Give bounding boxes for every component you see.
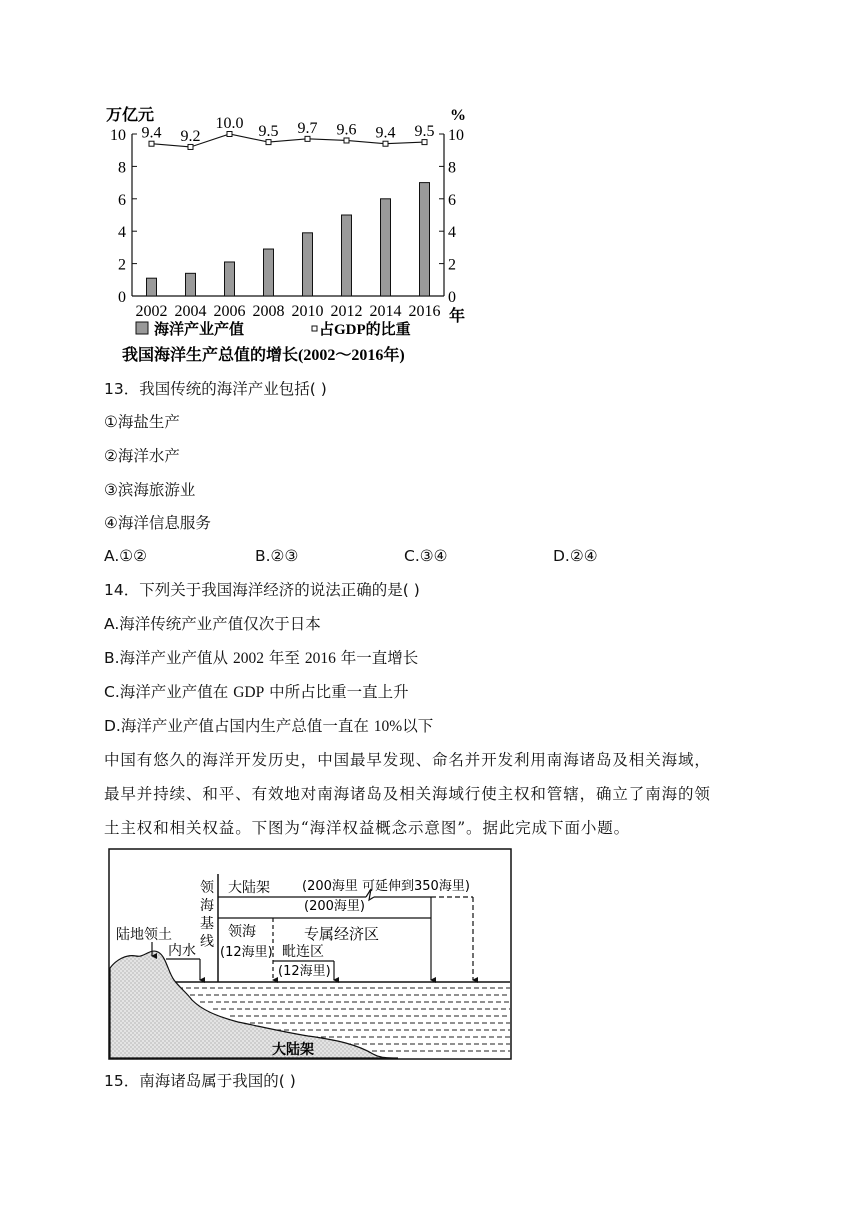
q13-option-d[interactable]: D.②④ xyxy=(553,547,598,565)
q13-item-1: ①海盐生产 xyxy=(104,413,180,431)
q14-option-c[interactable] xyxy=(104,682,409,703)
baseline-char-3: 基 xyxy=(200,916,214,932)
q14-d-pre: D.海洋产业产值占国内生产总值一直在 xyxy=(104,717,374,735)
chart-svg xyxy=(100,100,480,368)
gdp-share-point xyxy=(266,140,271,145)
x-tick-label: 2010 xyxy=(291,303,324,320)
x-tick-label: 2002 xyxy=(135,303,168,320)
q13-option-c[interactable]: C.③④ xyxy=(404,547,448,565)
q13-stem: 13．我国传统的海洋产业包括( ) xyxy=(104,380,327,398)
bar xyxy=(264,249,274,296)
land-territory-label: 陆地领土 xyxy=(116,927,172,943)
y-tick-label-left: 8 xyxy=(118,159,126,177)
q13-item-4: ④海洋信息服务 xyxy=(104,514,211,532)
bar xyxy=(186,273,196,296)
q14-b-year2: 2016 xyxy=(304,650,336,667)
y-tick-label-right: 4 xyxy=(448,224,456,242)
gdp-share-label: 9.7 xyxy=(297,119,318,137)
gdp-share-point xyxy=(305,136,310,141)
x-tick-label: 2008 xyxy=(252,303,285,320)
y-tick-label-left: 10 xyxy=(110,127,126,144)
x-tick-label: 2012 xyxy=(330,303,363,320)
y-tick-label-right: 2 xyxy=(448,256,456,274)
q14-option-b[interactable] xyxy=(104,648,418,669)
eez-label: 专属经济区 xyxy=(304,925,380,943)
bar xyxy=(420,183,430,296)
q15-stem: 15．南海诸岛属于我国的( ) xyxy=(104,1072,296,1090)
y-tick-label-right: 6 xyxy=(448,191,456,209)
inland-water-label: 内水 xyxy=(168,943,196,959)
gdp-share-label: 9.2 xyxy=(180,127,201,145)
y-tick-label-right: 10 xyxy=(448,127,464,144)
q14-c-post: 中所占比重一直上升 xyxy=(264,683,409,701)
y-tick-label-left: 2 xyxy=(118,256,126,274)
territorial-sea-extent: (12海里) xyxy=(220,945,273,960)
bar xyxy=(147,278,157,296)
y-tick-label-right: 8 xyxy=(448,159,456,177)
gdp-share-point xyxy=(227,132,232,137)
gdp-share-point xyxy=(188,144,193,149)
gdp-share-label: 10.0 xyxy=(215,115,244,132)
q13-options xyxy=(104,547,804,569)
bar xyxy=(381,199,391,296)
y-right-unit: % xyxy=(450,107,466,124)
gdp-share-point xyxy=(344,138,349,143)
gdp-share-label: 9.4 xyxy=(141,124,162,142)
q13-item-2: ②海洋水产 xyxy=(104,447,180,465)
x-tick-label: 2016 xyxy=(408,303,441,320)
legend-line-label: 占GDP的比重 xyxy=(319,322,411,338)
baseline-char-1: 领 xyxy=(200,880,214,896)
passage-line-3: 土主权和相关权益。下图为“海洋权益概念示意图”。据此完成下面小题。 xyxy=(104,819,631,837)
gdp-share-point xyxy=(149,141,154,146)
q14-c-gdp: GDP xyxy=(233,684,265,701)
y-tick-label-left: 6 xyxy=(118,191,126,209)
chart-marks xyxy=(110,115,464,320)
q14-d-pct: 10% xyxy=(373,718,403,735)
q14-b-mid: 年至 xyxy=(264,649,305,667)
eez-extent: (200海里) xyxy=(304,899,365,914)
bar xyxy=(303,233,313,296)
territorial-sea-label: 领海 xyxy=(228,924,256,940)
y-tick-label-left: 4 xyxy=(118,224,126,242)
passage-line-2: 最早并持续、和平、有效地对南海诸岛及相关海域行使主权和管辖，确立了南海的领 xyxy=(104,785,711,803)
gdp-share-label: 9.4 xyxy=(375,124,396,142)
q14-b-pre: B.海洋产业产值从 xyxy=(104,649,233,667)
baseline-char-4: 线 xyxy=(200,934,214,950)
legend-bar-swatch xyxy=(136,322,148,334)
maritime-rights-diagram xyxy=(108,848,512,1060)
chart-title: 我国海洋生产总值的增长(2002～2016年) xyxy=(122,347,405,364)
shelf-label: 大陆架 xyxy=(228,880,270,896)
q13-option-a[interactable]: A.①② xyxy=(104,547,148,565)
q14-stem: 14．下列关于我国海洋经济的说法正确的是( ) xyxy=(104,581,420,599)
legend-bar-label: 海洋产业产值 xyxy=(154,322,245,338)
shelf-extent: (200海里 可延伸到350海里) xyxy=(302,879,470,894)
gdp-share-point xyxy=(422,140,427,145)
diagram-svg xyxy=(108,848,512,1060)
q14-c-pre: C.海洋产业产值在 xyxy=(104,683,234,701)
gdp-share-label: 9.6 xyxy=(336,121,357,139)
x-tick-label: 2006 xyxy=(213,303,246,320)
q14-option-a[interactable]: A.海洋传统产业产值仅次于日本 xyxy=(104,615,321,633)
x-tick-label: 2004 xyxy=(174,303,207,320)
q13-option-b[interactable]: B.②③ xyxy=(255,547,299,565)
legend-line-swatch xyxy=(312,326,317,331)
bottom-shelf-label: 大陆架 xyxy=(272,1042,314,1058)
q14-option-d[interactable] xyxy=(104,716,433,737)
gdp-share-point xyxy=(383,141,388,146)
contiguous-zone-label: 毗连区 xyxy=(282,944,324,960)
gdp-share-label: 9.5 xyxy=(258,123,279,141)
y-tick-label-left: 0 xyxy=(118,289,126,306)
marine-gdp-chart xyxy=(100,100,480,368)
baseline-char-2: 海 xyxy=(200,898,214,914)
q14-b-year1: 2002 xyxy=(233,650,264,667)
x-tick-label: 2014 xyxy=(369,303,402,320)
gdp-share-label: 9.5 xyxy=(414,123,435,141)
y-left-unit: 万亿元 xyxy=(106,107,155,124)
x-unit: 年 xyxy=(449,308,466,325)
bar xyxy=(225,262,235,296)
passage-line-1: 中国有悠久的海洋开发历史，中国最早发现、命名并开发利用南海诸岛及相关海域， xyxy=(104,751,711,769)
contiguous-zone-extent: (12海里) xyxy=(278,964,331,979)
q13-item-3: ③滨海旅游业 xyxy=(104,481,196,499)
q14-b-post: 年一直增长 xyxy=(335,649,419,667)
bar xyxy=(342,215,352,296)
y-tick-label-right: 0 xyxy=(448,289,456,306)
q14-d-post: 以下 xyxy=(402,717,434,735)
